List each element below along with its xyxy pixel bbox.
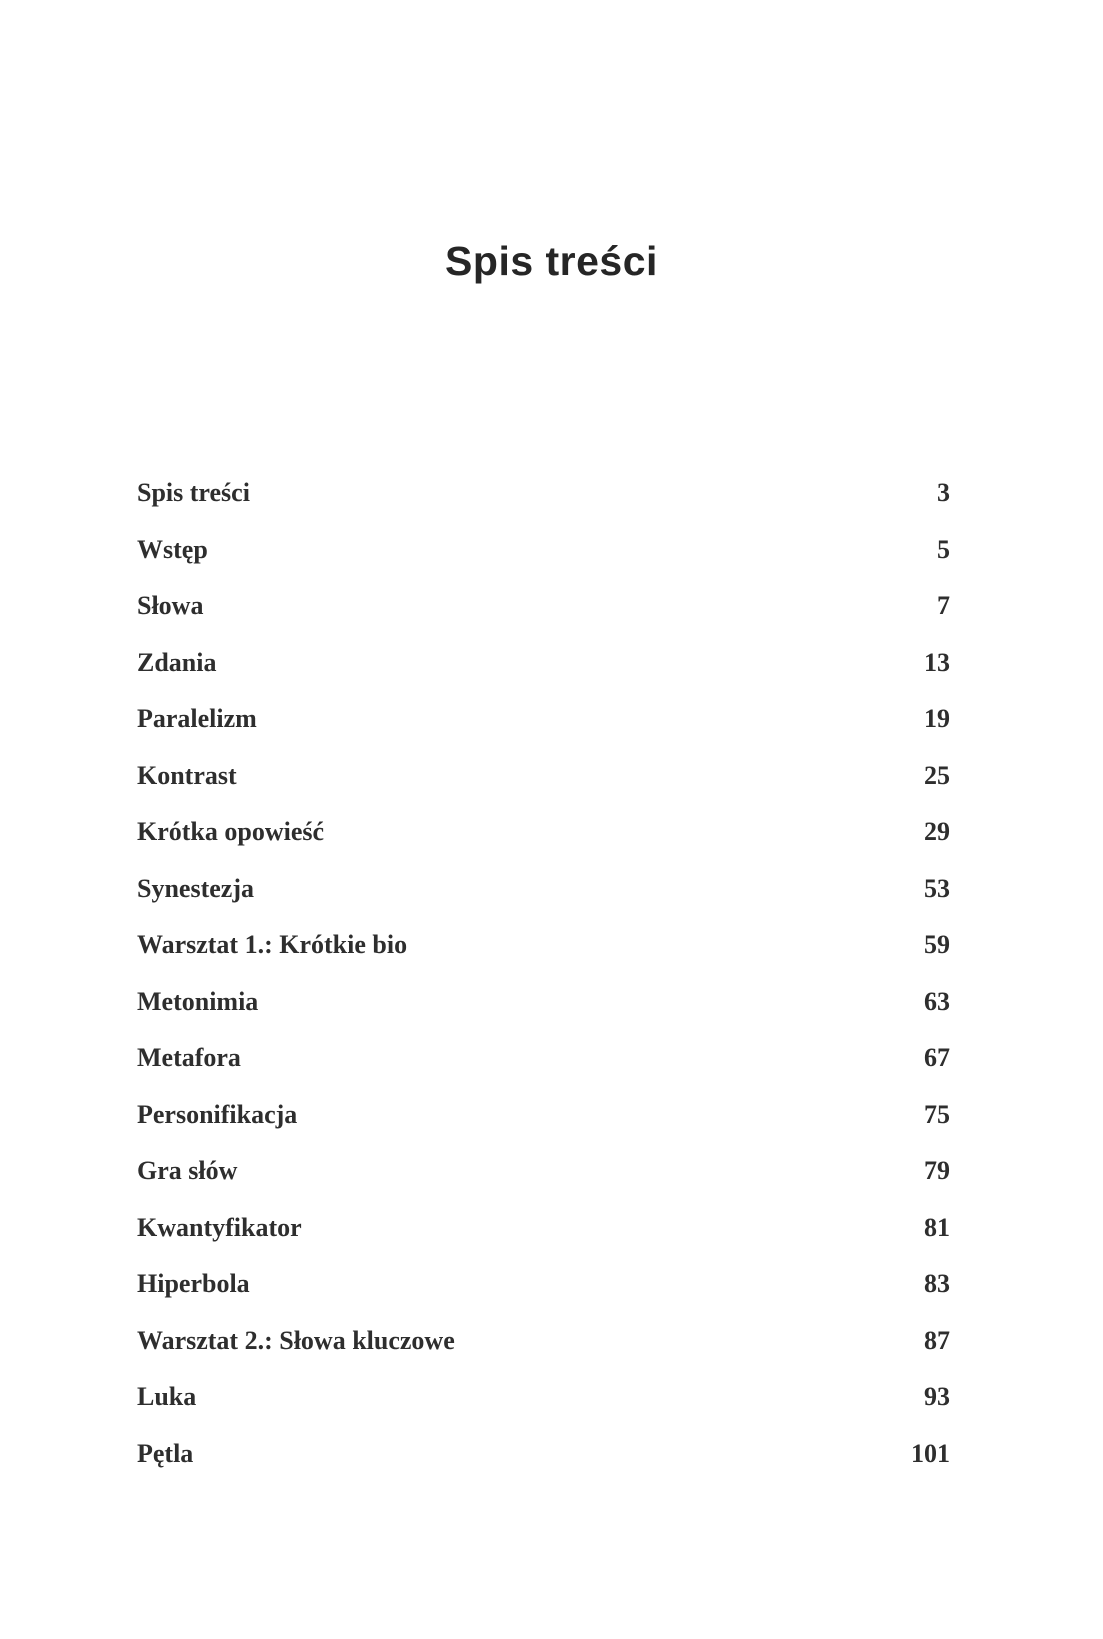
toc-entry-page: 3 [937, 478, 950, 507]
toc-entry-title: Wstęp [137, 534, 208, 564]
toc-entry-page: 53 [924, 873, 950, 903]
toc-entry-page: 25 [924, 760, 950, 790]
toc-entry [137, 930, 950, 987]
toc-entry [137, 817, 950, 874]
toc-entry [137, 478, 950, 535]
toc-entry-page: 87 [924, 1325, 950, 1355]
toc-entry-page: 7 [937, 591, 950, 620]
toc-entry-title: Paralelizm [137, 704, 257, 733]
toc-entry-title: Zdania [137, 647, 217, 677]
toc-entry-page: 19 [924, 704, 950, 733]
toc-entry-title: Gra słów [137, 1156, 238, 1185]
toc-entry [137, 1382, 950, 1439]
toc-entry-page: 101 [911, 1438, 950, 1468]
toc-entry [137, 648, 950, 705]
toc-entry [137, 761, 950, 818]
toc-entry-title: Synestezja [137, 873, 254, 903]
toc-entry-title: Krótka opowieść [137, 817, 325, 846]
toc-entry [137, 1213, 950, 1270]
toc-entry-title: Personifikacja [137, 1099, 298, 1129]
toc-entry [137, 1269, 950, 1326]
toc-entry [137, 591, 950, 648]
toc-entry-title: Warsztat 2.: Słowa kluczowe [137, 1325, 455, 1355]
page-title: Spis treści [445, 238, 658, 284]
toc-entry [137, 1326, 950, 1383]
toc-entry-title: Hiperbola [137, 1269, 250, 1298]
toc-entry-page: 29 [924, 817, 950, 846]
toc-entry [137, 1156, 950, 1213]
toc-entry [137, 1043, 950, 1100]
toc-entry-page: 59 [924, 930, 950, 959]
table-of-contents [137, 478, 950, 1495]
toc-entry-title: Słowa [137, 591, 204, 620]
toc-entry-page: 63 [924, 986, 950, 1016]
toc-entry [137, 874, 950, 931]
toc-entry-page: 93 [924, 1382, 950, 1411]
toc-entry-page: 79 [924, 1156, 950, 1185]
toc-entry [137, 987, 950, 1044]
toc-entry-title: Metonimia [137, 986, 259, 1016]
toc-entry [137, 704, 950, 761]
toc-entry-title: Metafora [137, 1043, 241, 1072]
toc-entry-page: 5 [937, 534, 950, 564]
toc-entry-title: Pętla [137, 1438, 194, 1468]
toc-entry-title: Luka [137, 1382, 197, 1411]
toc-entry-title: Kwantyfikator [137, 1212, 302, 1242]
toc-entry [137, 535, 950, 592]
toc-entry-page: 83 [924, 1269, 950, 1298]
toc-entry-page: 13 [924, 647, 950, 677]
toc-entry [137, 1100, 950, 1157]
toc-entry-title: Kontrast [137, 760, 237, 790]
toc-entry-page: 67 [924, 1043, 950, 1072]
toc-entry-title: Spis treści [137, 478, 250, 507]
toc-entry [137, 1439, 950, 1496]
toc-entry-title: Warsztat 1.: Krótkie bio [137, 930, 408, 959]
toc-entry-page: 75 [924, 1099, 950, 1129]
toc-entry-page: 81 [924, 1212, 950, 1242]
